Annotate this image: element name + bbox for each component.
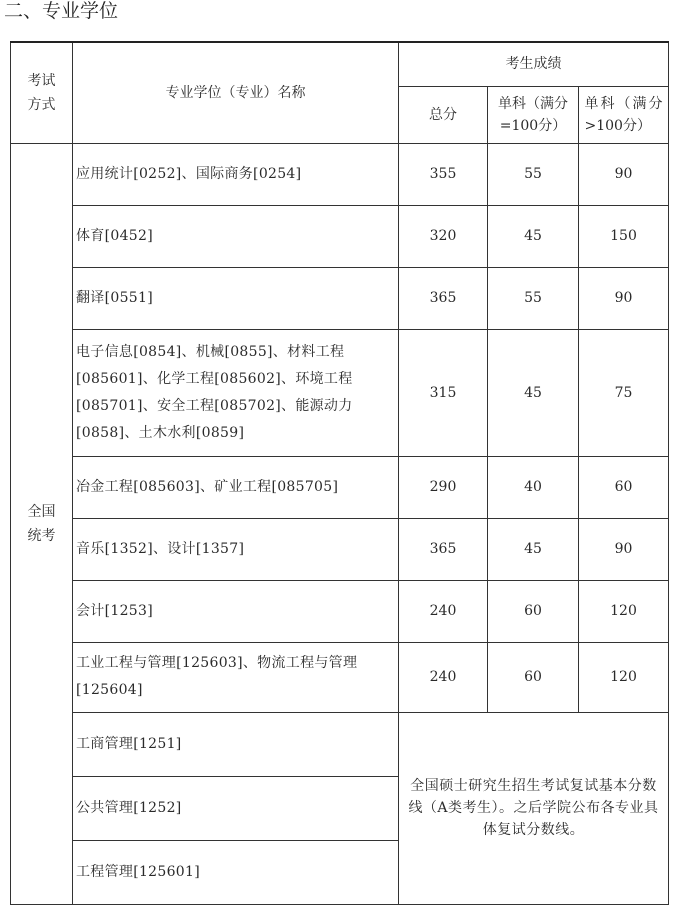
- score-table: [10, 41, 669, 905]
- row-name: 公共管理[1252]: [73, 776, 399, 840]
- row-single-100: 40: [488, 456, 579, 518]
- table-row: [11, 712, 669, 776]
- row-single-100: 45: [488, 518, 579, 580]
- row-name: 应用统计[0252]、国际商务[0254]: [73, 143, 399, 205]
- row-single-100: 60: [488, 580, 579, 642]
- section-title: 二、专业学位: [4, 0, 119, 22]
- row-single-100: 55: [488, 267, 579, 329]
- row-name: 音乐[1352]、设计[1357]: [73, 518, 399, 580]
- row-total: 240: [399, 580, 488, 642]
- table-row: [11, 518, 669, 580]
- row-single-over-100: 150: [579, 205, 669, 267]
- row-name: 电子信息[0854]、机械[0855]、材料工程[085601]、化学工程[085602]、环境工程[085701]、安全工程[085702]、能源动力[0858]、土木水利[0859]: [73, 329, 399, 456]
- row-total: 320: [399, 205, 488, 267]
- header-single-100: 单科（满分=100分）: [488, 86, 579, 143]
- table-row: [11, 642, 669, 712]
- header-name: 专业学位（专业）名称: [73, 42, 399, 143]
- row-total: 240: [399, 642, 488, 712]
- table-row: [11, 329, 669, 456]
- row-single-100: 45: [488, 205, 579, 267]
- row-total: 365: [399, 518, 488, 580]
- table-row: [11, 580, 669, 642]
- row-single-100: 60: [488, 642, 579, 712]
- row-total: 290: [399, 456, 488, 518]
- header-method: 考试方式: [11, 42, 73, 143]
- table-row: [11, 143, 669, 205]
- row-single-100: 45: [488, 329, 579, 456]
- row-name: 工业工程与管理[125603]、物流工程与管理[125604]: [73, 642, 399, 712]
- row-single-over-100: 75: [579, 329, 669, 456]
- row-single-over-100: 60: [579, 456, 669, 518]
- method-cell: 全国统考: [11, 143, 73, 904]
- row-total: 315: [399, 329, 488, 456]
- row-name: 体育[0452]: [73, 205, 399, 267]
- row-single-100: 55: [488, 143, 579, 205]
- row-name: 工商管理[1251]: [73, 712, 399, 776]
- header-score-group: 考生成绩: [399, 42, 669, 86]
- row-name: 会计[1253]: [73, 580, 399, 642]
- row-single-over-100: 120: [579, 580, 669, 642]
- row-name: 工程管理[125601]: [73, 840, 399, 904]
- table-row: [11, 205, 669, 267]
- row-single-over-100: 90: [579, 143, 669, 205]
- row-name: 冶金工程[085603]、矿业工程[085705]: [73, 456, 399, 518]
- row-single-over-100: 90: [579, 267, 669, 329]
- row-name: 翻译[0551]: [73, 267, 399, 329]
- row-single-over-100: 90: [579, 518, 669, 580]
- header-total: 总分: [399, 86, 488, 143]
- note-cell: 全国硕士研究生招生考试复试基本分数线（A类考生）。之后学院公布各专业具体复试分数线。: [399, 712, 669, 904]
- row-total: 365: [399, 267, 488, 329]
- row-total: 355: [399, 143, 488, 205]
- row-single-over-100: 120: [579, 642, 669, 712]
- table-row: [11, 456, 669, 518]
- table-row: [11, 267, 669, 329]
- header-single-over-100: 单科（满分>100分）: [579, 86, 669, 143]
